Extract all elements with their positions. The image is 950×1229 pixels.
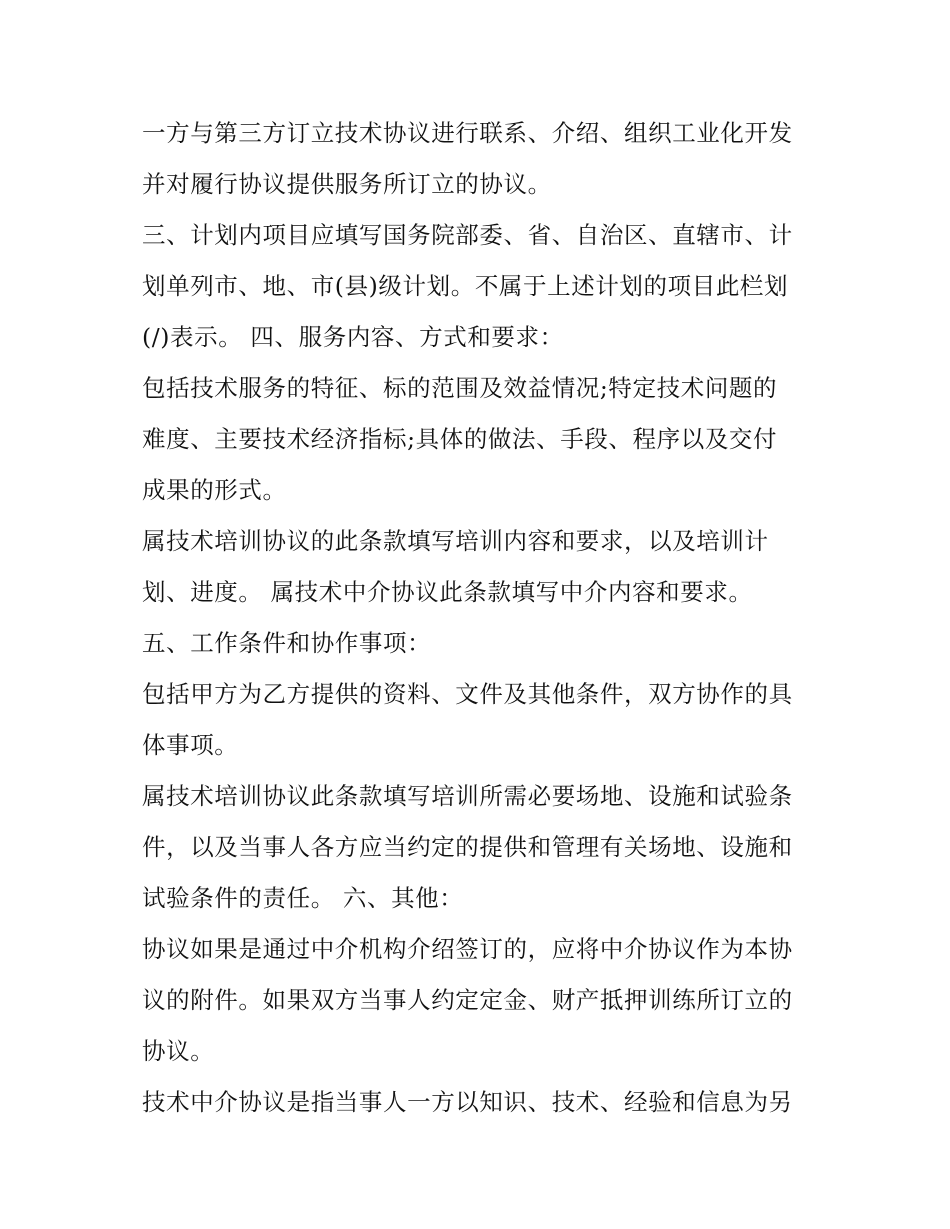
text-line: 议的附件。如果双方当事人约定定金、财产抵押训练所订立的 [142,986,793,1014]
text-line: 技术中介协议是指当事人一方以知识、技术、经验和信息为另 [142,1088,793,1116]
text-line: 试验条件的责任。 六、其他： [142,884,464,912]
text-line: 包括甲方为乙方提供的资料、文件及其他条件，双方协作的具 [142,680,793,708]
text-line: 成果的形式。 [142,476,287,504]
text-line: 体事项。 [142,731,239,759]
text-line: 划、进度。 属技术中介协议此条款填写中介内容和要求。 [142,578,753,606]
text-line: 件，以及当事人各方应当约定的提供和管理有关场地、设施和 [142,833,793,861]
body-text [142,108,832,1128]
text-line: 并对履行协议提供服务所订立的协议。 [142,170,552,198]
text-line: 划单列市、地、市(县)级计划。不属于上述计划的项目此栏划 [142,272,789,300]
text-line: (/)表示。 四、服务内容、方式和要求： [142,323,564,351]
text-line: 包括技术服务的特征、标的范围及效益情况;特定技术问题的 [142,374,778,402]
text-line: 协议如果是通过中介机构介绍签订的，应将中介协议作为本协 [142,935,793,963]
text-line: 属技术培训协议的此条款填写培训内容和要求，以及培训计 [142,527,769,555]
text-line: 三、计划内项目应填写国务院部委、省、自治区、直辖市、计 [142,221,793,249]
text-line: 协议。 [142,1037,215,1065]
text-line: 属技术培训协议此条款填写培训所需必要场地、设施和试验条 [142,782,793,810]
text-line: 难度、主要技术经济指标;具体的做法、手段、程序以及交付 [142,425,778,453]
text-line: 五、工作条件和协作事项： [142,629,432,657]
text-line: 一方与第三方订立技术协议进行联系、介绍、组织工业化开发 [142,119,793,147]
